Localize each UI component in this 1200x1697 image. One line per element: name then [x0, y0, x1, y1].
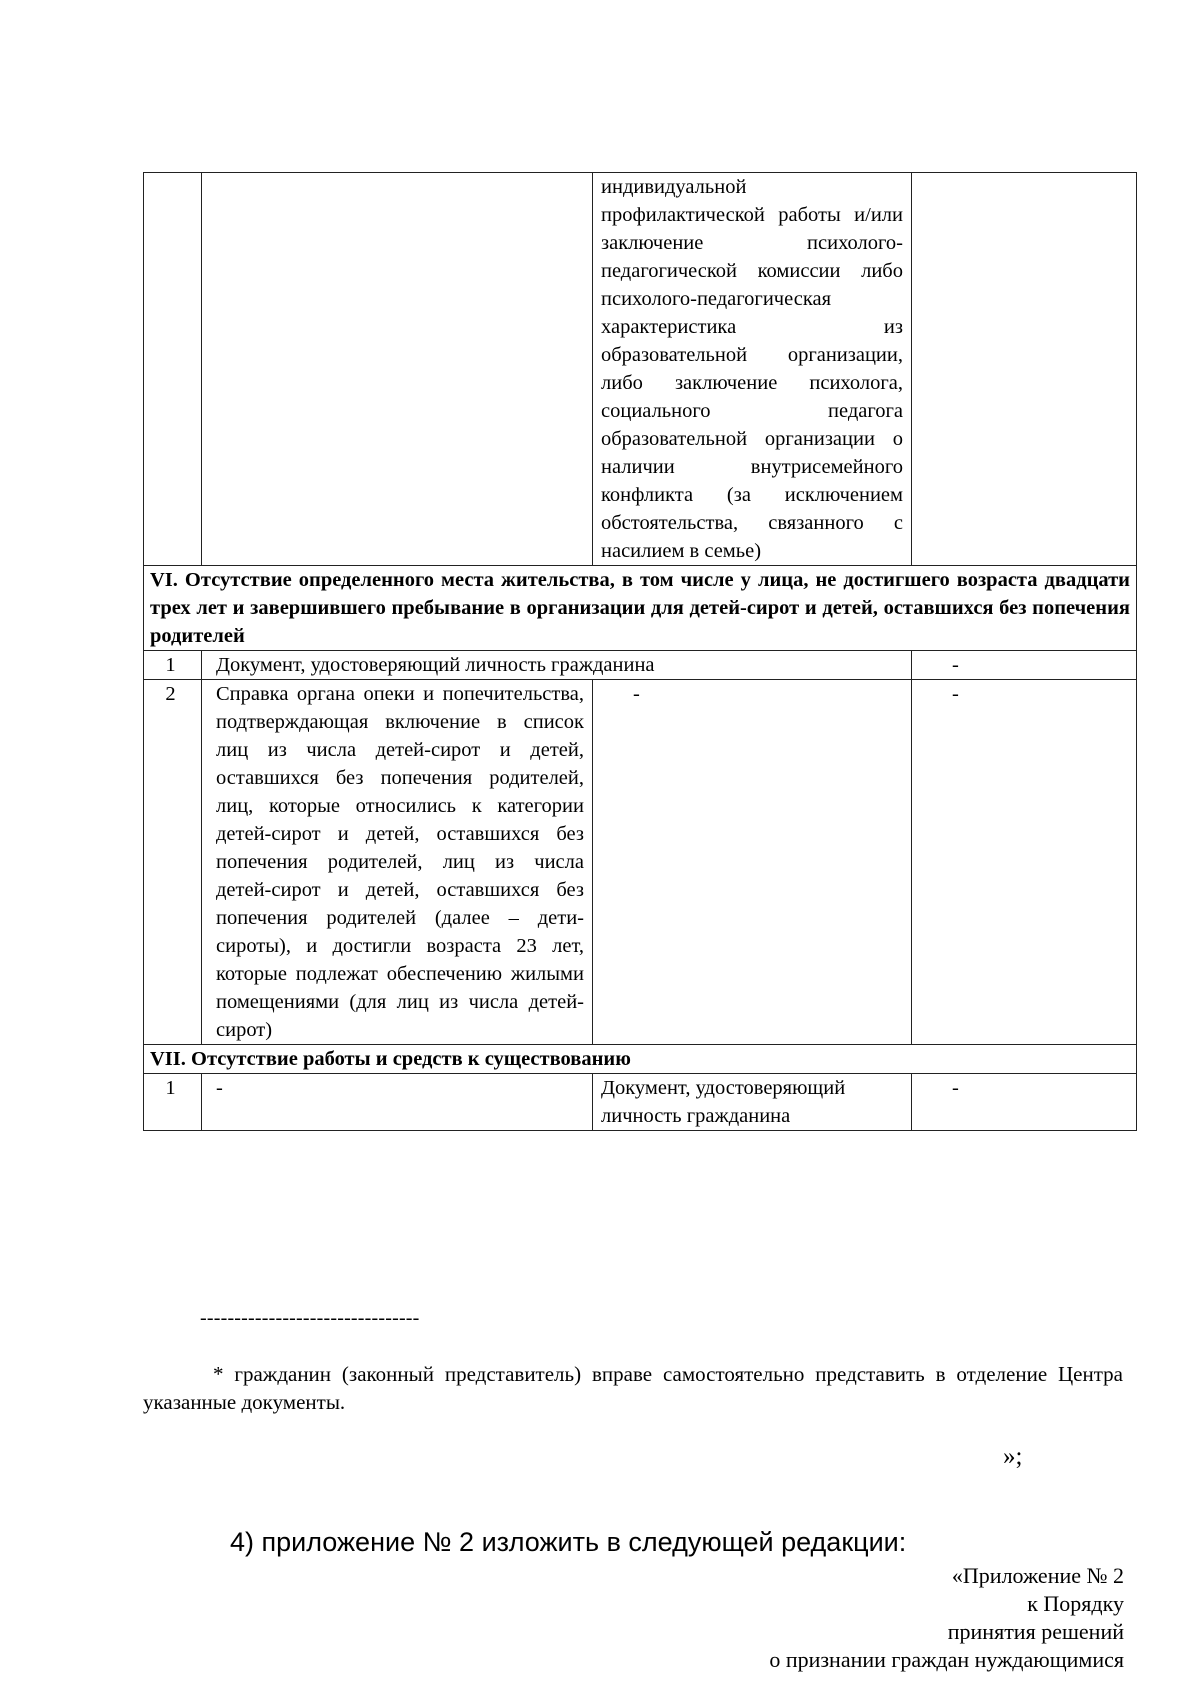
document-cell: - [593, 680, 912, 1045]
section-row [144, 566, 1137, 651]
document-cell: - [912, 1074, 1137, 1131]
table-row [144, 1074, 1137, 1131]
document-cell: - [202, 1074, 593, 1131]
section-row [144, 1045, 1137, 1074]
document-cell: - [912, 651, 1137, 680]
row-number-cell: 1 [144, 1074, 202, 1131]
document-cell: индивидуальной профилактической работы и/или заключение психолого-педагогической комиссии либо психолого-педагогическая характеристика из образовательной организации, либо заключение психолога, социального педагога образовательной организации о наличии внутрисемейного конфликта (за исключением обстоятельства, связанного с насилием в семье) [593, 173, 912, 566]
section-heading-vii: VII. Отсутствие работы и средств к существованию [144, 1045, 1137, 1074]
annex-line: к Порядку [1027, 1591, 1124, 1616]
document-cell [202, 173, 593, 566]
table-row [144, 173, 1137, 566]
document-cell: Справка органа опеки и попечительства, подтверждающая включение в список лиц из числа детей-сирот и детей, оставшихся без попечения родителей, лиц, которые относились к категории детей-сирот и детей, оставшихся без попечения родителей, лиц из числа детей-сирот и детей, оставшихся без попечения родителей (далее – дети-сироты), и достигли возраста 23 лет, которые подлежат обеспечению жилыми помещениями (для лиц из числа детей-сирот) [202, 680, 593, 1045]
row-number-cell: 1 [144, 651, 202, 680]
closing-quote-mark: »; [1003, 1443, 1023, 1470]
amendment-paragraph: 4) приложение № 2 изложить в следующей редакции: [230, 1527, 907, 1557]
document-cell: Документ, удостоверяющий личность гражданина [202, 651, 912, 680]
annex-line: о признании граждан нуждающимися [769, 1647, 1124, 1672]
row-number-cell [144, 173, 202, 566]
document-cell: - [912, 680, 1137, 1045]
footnote-separator: -------------------------------- [200, 1307, 420, 1329]
section-heading-vi: VI. Отсутствие определенного места жительства, в том числе у лица, не достигшего возраста двадцати трех лет и завершившего пребывание в организации для детей-сирот и детей, оставшихся без попечения родителей [144, 566, 1137, 651]
annex-line: «Приложение № 2 [951, 1563, 1124, 1588]
row-number-cell: 2 [144, 680, 202, 1045]
footnote-text: * гражданин (законный представитель) вправе самостоятельно представить в отделение Центра указанные документы. [143, 1362, 1123, 1414]
table-row [144, 651, 1137, 680]
document-cell [912, 173, 1137, 566]
document-cell: Документ, удостоверяющий личность гражданина [593, 1074, 912, 1131]
table-row [144, 680, 1137, 1045]
documents-table [143, 172, 1137, 1131]
annex-header [769, 1562, 1124, 1674]
annex-line: принятия решений [947, 1619, 1124, 1644]
